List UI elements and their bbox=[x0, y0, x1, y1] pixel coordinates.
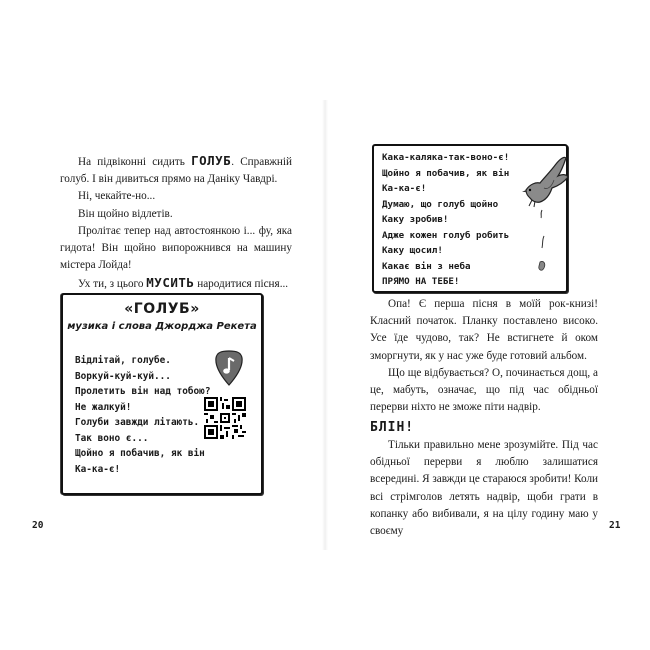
paragraph-3: Він щойно відлетів. bbox=[78, 207, 173, 220]
paragraph-2: Що ще відбувається? О, починається дощ, а це, мабуть, означає, що під час обідньої перерви ніхто не зможе піти надвір. bbox=[370, 366, 598, 414]
lyric-line: ПРЯМО НА ТЕБЕ! bbox=[382, 276, 460, 287]
lyric-line: Голуби завжди літають. bbox=[75, 417, 200, 428]
left-page-text bbox=[60, 152, 292, 294]
song-lyrics-card bbox=[61, 293, 263, 495]
text-run: На підвіконні сидить bbox=[78, 156, 192, 168]
paragraph-1: Опа! Є перша пісня в моїй рок-книзі! Класний початок. Планку поставлено високо. Усе їде чудово, так? Не встигнете й оком зморгнути, як у нас уже буде готовий альбом. bbox=[370, 298, 598, 362]
lyric-line: Ка-ка-є! bbox=[382, 183, 427, 194]
right-page-text-continued bbox=[370, 418, 598, 540]
paragraph-2: Ні, чекайте-но... bbox=[78, 190, 156, 203]
text-run: Ух ти, з цього bbox=[78, 278, 147, 291]
lyric-line: Кака-каляка-так-воно-є! bbox=[382, 152, 510, 163]
lyric-line: Не жалкуй! bbox=[75, 401, 132, 413]
paragraph-1 bbox=[60, 152, 292, 188]
text-run: . Справжній голуб. І він дивиться прямо на Даніку Чавдрі. bbox=[60, 156, 293, 186]
page-number: 20 bbox=[32, 520, 44, 531]
pigeon-icon bbox=[520, 150, 570, 280]
paragraph-5 bbox=[60, 274, 292, 293]
lyric-line: Думаю, що голуб щойно bbox=[382, 198, 499, 210]
lyric-line: Пролетить він над тобою? bbox=[75, 386, 211, 397]
lyric-line: Воркуй-куй-куй... bbox=[75, 370, 171, 382]
right-page-text bbox=[370, 296, 598, 416]
lyric-line: Щойно я побачив, як він bbox=[382, 167, 510, 179]
lyric-line: Адже кожен голуб робить bbox=[382, 229, 510, 241]
emphasis-word: ГОЛУБ bbox=[191, 153, 232, 168]
exclamation-heading: БЛІН! bbox=[370, 420, 415, 435]
lyric-line: Каку зробив! bbox=[382, 214, 449, 225]
song-title: «ГОЛУБ» bbox=[124, 301, 200, 317]
lyrics-list bbox=[382, 150, 532, 290]
guitar-pick-icon bbox=[214, 350, 244, 386]
emphasis-word: МУСИТЬ bbox=[146, 275, 195, 291]
qr-code-icon bbox=[204, 397, 246, 439]
song-credits: музика і слова Джорджа Рекета bbox=[67, 321, 257, 332]
text-run: народитися пісня... bbox=[194, 278, 289, 291]
lyric-line: Відлітай, голубе. bbox=[75, 355, 171, 366]
lyric-line: Ка-ка-є! bbox=[75, 463, 121, 475]
paragraph-4: Пролітає тепер над автостоянкою і... фу, яка гидота! Він щойно випорожнився на машину містера Лойда! bbox=[60, 224, 292, 272]
lyric-line: Какає він з неба bbox=[382, 260, 471, 272]
page-number: 21 bbox=[609, 520, 621, 531]
lyrics-list bbox=[75, 353, 215, 477]
lyric-line: Щойно я побачив, як він bbox=[75, 448, 205, 459]
lyric-line: Каку щосил! bbox=[382, 245, 443, 256]
page-gutter bbox=[322, 100, 328, 550]
lyric-line: Так воно є... bbox=[75, 432, 149, 444]
paragraph-3: Тільки правильно мене зрозумійте. Під час обідньої перерви я люблю залишатися всередині. Я завжди це стараюся зробити! Коли всі стрімголов летять надвір, щоби грати в копанку або вибивали, я на цілу годину маю у своєму bbox=[370, 439, 599, 538]
